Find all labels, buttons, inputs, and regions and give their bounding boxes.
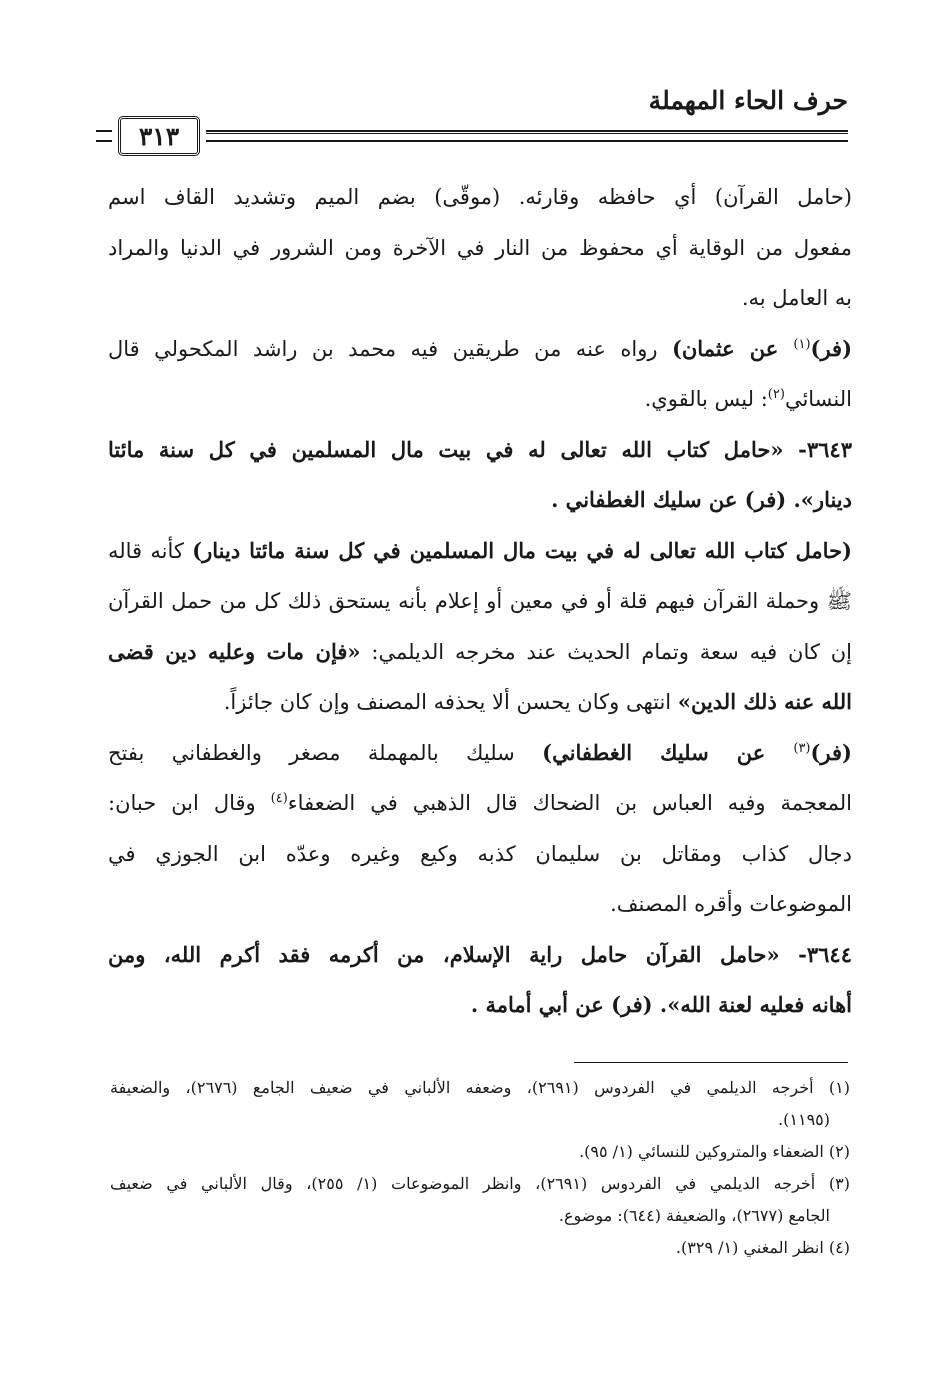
hadith-3644 [108,930,852,1031]
hadith-3643 [108,425,852,526]
header-rule-tail [96,130,112,142]
paragraph-commentary-2 [108,324,852,425]
header-rule [96,112,848,156]
text-segment: المعجمة وفيه العباس بن الضحاك قال الذهبي في الضعفاء [287,791,852,815]
text-line [108,526,852,577]
text-line: مفعول من الوقاية أي محفوظ من النار في الآخرة ومن الشرور في الدنيا والمراد [108,235,852,260]
text-line: ﷺ وحملة القرآن فيهم قلة أو في معين أو إعلام بأنه يستحق ذلك كل من حمل القرآن [108,589,852,613]
text-line [108,778,852,829]
footnote-marker-3: (٣) [793,740,811,756]
source-ref: (فر) [810,335,853,361]
hadith-line: ٣٦٤٤- «حامل القرآن حامل راية الإسلام، من أكرمه فقد أكرم الله، ومن [108,941,852,967]
footnote-4: (٤) انظر المغني (١/ ٣٢٩). [675,1238,850,1257]
text-line: دجال كذاب ومقاتل بن سليمان كذبه وكيع وغيره وعدّه ابن الجوزي في [108,841,852,866]
paragraph-commentary-3 [108,526,852,728]
footnote-separator [574,1062,848,1063]
quoted-matn: (حامل كتاب الله تعالى له في بيت مال المسلمين في كل سنة مائتا دينار) [192,537,852,563]
text-segment: رواه عنه من طريقين فيه محمد بن راشد المكحولي قال [108,336,672,361]
source-ref: (فر) [810,739,852,765]
text-line [108,728,852,779]
text-line [108,374,852,425]
quoted-matn: الله عنه ذلك الدين» [677,689,852,714]
hadith-line: دينار». (فر) عن سليك الغطفاني . [551,487,852,512]
text-segment: النسائي [784,387,852,411]
paragraph-commentary-4 [108,728,852,930]
footnote-2: (٢) الضعفاء والمتروكين للنسائي (١/ ٩٥). [579,1142,850,1161]
text-line: به العامل به. [741,286,852,310]
footnote-marker-2: (٢) [767,387,785,402]
text-line [108,627,852,678]
footnote-1: (١) أخرجه الديلمي في الفردوس (٢٦٩١)، وضعفه الألباني في ضعيف الجامع (٢٦٧٦)، والضعيفة [110,1078,850,1097]
text-segment: انتهى وكان يحسن ألا يحذفه المصنف وإن كان جائزاً. [223,690,678,714]
footnote-1-cont: (١١٩٥). [778,1110,830,1129]
hadith-line: أهانه فعليه لعنة الله». (فر) عن أبي أمامة . [470,992,852,1017]
text-segment: وقال ابن حبان: [108,791,271,815]
footnote-marker-4: (٤) [270,791,288,806]
hadith-line: ٣٦٤٣- «حامل كتاب الله تعالى له في بيت مال المسلمين في كل سنة مائتا [108,436,852,462]
text-segment: إن كان فيه سعة وتمام الحديث عند مخرجه الديلمي: [360,639,852,664]
footnote-3-cont: الجامع (٢٦٧٧)، والضعيفة (٦٤٤): موضوع. [558,1206,830,1225]
header-rule-lines [206,130,848,142]
text-line [108,677,852,728]
footnote-3: (٣) أخرجه الديلمي في الفردوس (٢٦٩١)، وانظر الموضوعات (١/ ٢٥٥)، وقال الألباني في ضعيف [110,1174,851,1193]
text-line [108,324,852,375]
text-segment: كأنه قاله [108,538,193,563]
text-line: (حامل القرآن) أي حافظه وقارئه. (موقّى) بضم الميم وتشديد القاف اسم [108,185,852,209]
narrator-name: عن سليك الغطفاني) [542,739,794,765]
paragraph-commentary-1 [108,172,852,324]
text-line: الموضوعات وأقره المصنف. [610,892,852,916]
main-text [108,172,852,1031]
narrator-name: عن عثمان) [671,335,794,361]
page-number: ٣١٣ [118,116,200,156]
quoted-matn: «فإن مات وعليه دين قضى [108,638,361,664]
footnote-marker-1: (١) [793,336,811,352]
running-header-title: حرف الحاء المهملة [648,86,848,115]
text-segment: سليك بالمهملة مصغر والغطفاني بفتح [108,740,543,765]
text-segment: : ليس بالقوي. [644,387,768,411]
footnotes [110,1072,850,1264]
